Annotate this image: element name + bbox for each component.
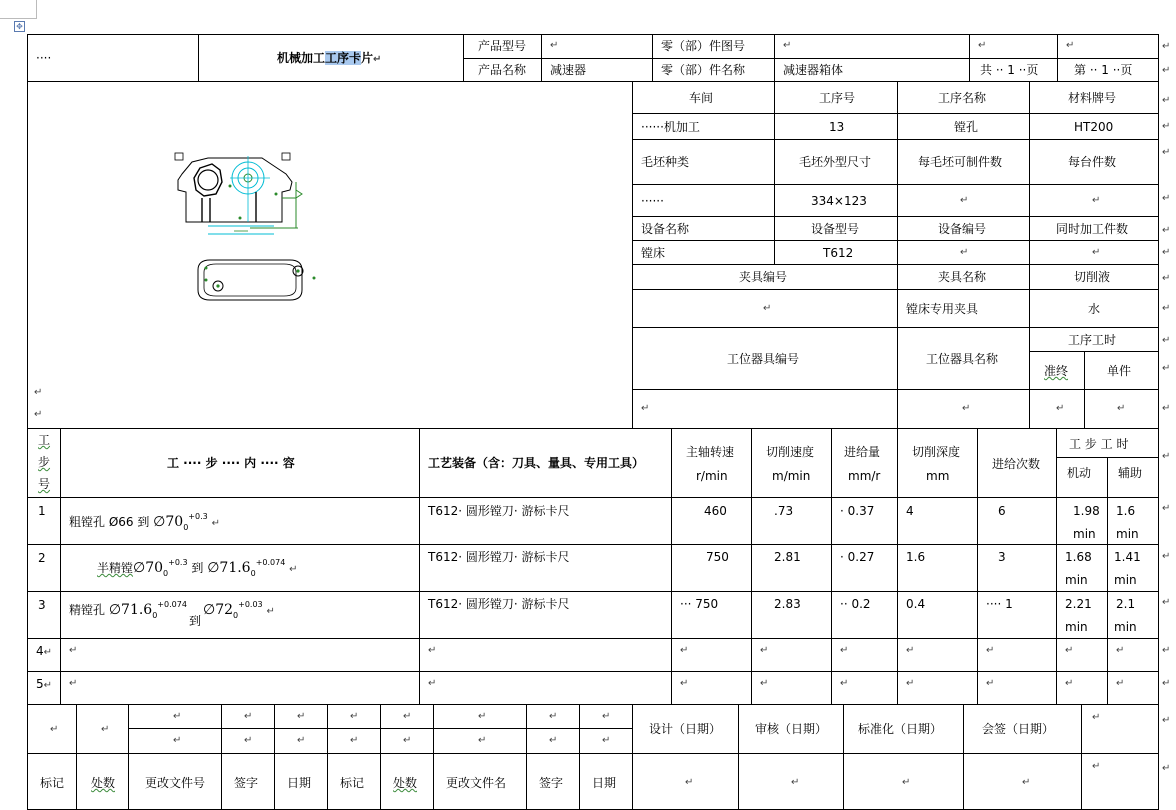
countersign-value-cell[interactable]: ↵ (963, 753, 1082, 810)
product-model-label-cell (463, 34, 542, 59)
blank-size-value-cell[interactable]: 334×123 (774, 184, 898, 217)
station-name-label-cell: 工位器具名称 (897, 327, 1030, 390)
simul-value-cell[interactable]: ↵ (1029, 240, 1159, 265)
aux-time-cell[interactable]: ↵ (1107, 638, 1159, 672)
footer-blank-cell[interactable]: ↵ (274, 728, 328, 754)
footer-blank-cell[interactable]: ↵ (76, 704, 129, 754)
spindle-header: 主轴转速 r/min (671, 428, 752, 498)
footer-blank-cell[interactable]: ↵ (526, 728, 580, 754)
standard-value-cell[interactable]: ↵ (843, 753, 964, 810)
machine-time-header: 机动 (1056, 457, 1108, 498)
passes-cell[interactable]: ↵ (977, 671, 1057, 705)
product-name-label: 产品名称 (478, 63, 527, 77)
blank-size-label-cell: 毛坯外型尺寸 (774, 139, 898, 185)
per-unit-label-cell: 每台件数 (1029, 139, 1159, 185)
step-content-cell[interactable]: ↵ (60, 671, 420, 705)
passes-cell[interactable]: ↵ (977, 638, 1057, 672)
equip-model-label-cell: 设备型号 (774, 216, 898, 241)
speed-cell[interactable]: ↵ (751, 671, 832, 705)
spindle-cell[interactable]: ↵ (671, 671, 752, 705)
product-name-label-cell (463, 58, 542, 82)
review-value-cell[interactable]: ↵ (738, 753, 844, 810)
fixture-name-label-cell: 夹具名称 (897, 264, 1030, 290)
step-no-cell: 5↵ (27, 671, 61, 705)
step-content-cell[interactable]: ↵ (60, 638, 420, 672)
machine-time-cell[interactable]: 1.98 min (1056, 497, 1108, 545)
footer-blank-cell[interactable]: ↵ (433, 728, 527, 754)
blank-type-value-cell[interactable]: ······ (632, 184, 775, 217)
passes-cell[interactable]: ···· 1 (977, 591, 1057, 639)
step-content-cell[interactable]: 半精镗$\emptyset 70_0^{+0.3}$ 到 $\emptyset 71.6_0^{+0.074}$ ↵ (60, 544, 420, 592)
footer-blank-cell[interactable]: ↵ (128, 704, 222, 729)
station-no-label-cell: 工位器具编号 (632, 327, 898, 390)
step-no-cell: 3 (27, 591, 61, 639)
diameter-symbol: ∅ (153, 514, 166, 530)
footer-blank-cell[interactable]: ↵ (579, 704, 633, 729)
countersign-label-cell: 会签（日期） (963, 704, 1082, 754)
step-content-header: 工 ···· 步 ···· 内 ···· 容 (60, 428, 420, 498)
step-no-cell: 4↵ (27, 638, 61, 672)
op-no-label-cell: 工序号 (774, 81, 898, 114)
diameter-symbol: ∅ (203, 602, 216, 618)
spindle-cell[interactable]: 460 (671, 497, 752, 545)
passes-cell[interactable]: 6 (977, 497, 1057, 545)
footer-blank-cell[interactable]: ↵ (526, 704, 580, 729)
coolant-label-cell: 切削液 (1029, 264, 1159, 290)
feed-cell[interactable]: · 0.37 (831, 497, 898, 545)
spindle-cell[interactable]: 750 (671, 544, 752, 592)
step-no-cell: 1 (27, 497, 61, 545)
footer-blank-cell[interactable]: ↵ (1081, 704, 1159, 754)
part-name-label-cell (652, 58, 775, 82)
card-title: 机械加工工序卡片↵ (277, 51, 382, 65)
speed-header: 切削速度 m/min (751, 428, 832, 498)
machine-time-cell[interactable]: 1.68 min (1056, 544, 1108, 592)
footer-blank-cell[interactable]: ↵ (380, 704, 434, 729)
product-name-value-cell[interactable] (541, 58, 653, 82)
design-value-cell[interactable]: ↵ (632, 753, 739, 810)
feed-header: 进给量 mm/r (831, 428, 898, 498)
equip-model-value-cell[interactable]: T612 (774, 240, 898, 265)
footer-blank-cell[interactable]: ↵ (433, 704, 527, 729)
step-no-cell: 2 (27, 544, 61, 592)
standard-label-cell: 标准化（日期） (843, 704, 964, 754)
footer-blank-cell[interactable]: ↵ (274, 704, 328, 729)
design-label-cell: 设计（日期） (632, 704, 739, 754)
footer-count-label: 处数 (380, 753, 434, 810)
title-cell (198, 34, 464, 82)
depth-cell[interactable]: 1.6 (897, 544, 978, 592)
footer-blank-cell[interactable]: ↵ (327, 704, 381, 729)
part-name-value: 减速器箱体 (783, 63, 844, 77)
header-dots: ···· (36, 51, 52, 65)
machine-time-cell[interactable]: ↵ (1056, 638, 1108, 672)
step-tool-cell[interactable]: ↵ (419, 638, 672, 672)
page-number-cell (1057, 58, 1159, 82)
footer-blank-cell[interactable]: ↵ (27, 704, 77, 754)
step-tool-cell[interactable]: T612· 圆形镗刀· 游标卡尺 (419, 544, 672, 592)
footer-date-label: 日期 (274, 753, 328, 810)
gearbox-housing-sketch (170, 150, 320, 325)
per-unit-value-cell[interactable]: ↵ (1029, 184, 1159, 217)
equipment-header: 工艺装备（含：刀具、量具、专用工具） (419, 428, 672, 498)
total-pages-cell (969, 58, 1058, 82)
speed-cell[interactable]: 2.81 (751, 544, 832, 592)
step-tool-cell[interactable]: T612· 圆形镗刀· 游标卡尺 (419, 497, 672, 545)
part-name-value-cell[interactable] (774, 58, 970, 82)
prep-time-label-cell: 准终 (1029, 351, 1085, 390)
speed-cell[interactable]: .73 (751, 497, 832, 545)
footer-mark-label: 标记 (27, 753, 77, 810)
step-hours-header: 工 步 工 时 (1056, 428, 1159, 458)
feed-cell[interactable]: · 0.27 (831, 544, 898, 592)
blank-header-cell-1[interactable]: ↵ (969, 34, 1058, 59)
step-no-header: 工 步 号 (27, 428, 61, 498)
simul-label-cell: 同时加工件数 (1029, 216, 1159, 241)
header-dots-cell (27, 34, 199, 82)
station-name-value-cell[interactable]: ↵ (897, 389, 1030, 429)
op-name-label-cell: 工序名称 (897, 81, 1030, 114)
station-no-value-cell[interactable]: ↵ (632, 389, 898, 429)
step-content-cell[interactable]: 精镗孔 $\emptyset 71.6_0^{+0.074}$ 到 $\emptyset 72_0^{+0.03}$ ↵ (60, 591, 420, 639)
part-no-value-cell[interactable]: ↵ (774, 34, 970, 59)
aux-time-cell[interactable]: ↵ (1107, 671, 1159, 705)
material-label-cell: 材料牌号 (1029, 81, 1159, 114)
step-tool-cell[interactable]: T612· 圆形镗刀· 游标卡尺 (419, 591, 672, 639)
unit-time-label-cell: 单件 (1084, 351, 1159, 390)
material-value-cell[interactable]: HT200 (1029, 113, 1159, 140)
diameter-symbol: ∅ (207, 560, 220, 576)
equip-no-label-cell: 设备编号 (897, 216, 1030, 241)
footer-blank-cell[interactable]: ↵ (221, 728, 275, 754)
blank-type-label-cell: 毛坯种类 (632, 139, 775, 185)
op-no-value-cell[interactable]: 13 (774, 113, 898, 140)
footer-date-label: 日期 (579, 753, 633, 810)
feed-cell[interactable]: ·· 0.2 (831, 591, 898, 639)
step-tool-cell[interactable]: ↵ (419, 671, 672, 705)
depth-header: 切削深度 mm (897, 428, 978, 498)
product-model-label: 产品型号 (478, 39, 527, 53)
per-blank-label-cell: 每毛坯可制件数 (897, 139, 1030, 185)
step-content-cell[interactable]: 粗镗孔 Ø66 到 $\emptyset 70_0^{+0.3}$ ↵ (60, 497, 420, 545)
passes-cell[interactable]: 3 (977, 544, 1057, 592)
coolant-value-cell[interactable]: 水 (1029, 289, 1159, 328)
fixture-name-value-cell[interactable]: 镗床专用夹具 (897, 289, 1030, 328)
prep-time-value-cell[interactable]: ↵ (1029, 389, 1085, 429)
depth-cell[interactable]: ↵ (897, 638, 978, 672)
depth-cell[interactable]: 4 (897, 497, 978, 545)
footer-blank-cell[interactable]: ↵ (327, 728, 381, 754)
footer-blank-cell[interactable]: ↵ (1081, 753, 1159, 810)
footer-mark-label: 标记 (327, 753, 381, 810)
aux-time-cell[interactable]: 2.1 min (1107, 591, 1159, 639)
feed-cell[interactable]: ↵ (831, 638, 898, 672)
diameter-symbol: ∅ (133, 560, 146, 576)
page-corner-mark (0, 0, 37, 19)
machine-time-cell[interactable]: ↵ (1056, 671, 1108, 705)
aux-time-cell[interactable]: 1.41 min (1107, 544, 1159, 592)
aux-time-cell[interactable]: 1.6 min (1107, 497, 1159, 545)
spindle-cell[interactable]: ··· 750 (671, 591, 752, 639)
part-no-label-cell (652, 34, 775, 59)
fixture-no-value-cell[interactable]: ↵ (632, 289, 898, 328)
equip-name-label-cell: 设备名称 (632, 216, 775, 241)
fixture-no-label-cell: 夹具编号 (632, 264, 898, 290)
passes-header: 进给次数 (977, 428, 1057, 498)
blank-header-cell-2[interactable]: ↵ (1057, 34, 1159, 59)
product-model-value-cell[interactable]: ↵ (541, 34, 653, 59)
diameter-symbol: ∅ (108, 602, 122, 618)
part-no-label: 零（部）件图号 (661, 39, 746, 53)
op-time-label-cell: 工序工时 (1029, 327, 1159, 352)
footer-change-doc-no-label: 更改文件号 (128, 753, 222, 810)
footer-blank-cell[interactable]: ↵ (128, 728, 222, 754)
product-name-value: 减速器 (550, 63, 587, 77)
footer-blank-cell[interactable]: ↵ (221, 704, 275, 729)
speed-cell[interactable]: 2.83 (751, 591, 832, 639)
speed-cell[interactable]: ↵ (751, 638, 832, 672)
unit-time-value-cell[interactable]: ↵ (1084, 389, 1159, 429)
op-name-value-cell[interactable]: 镗孔 (897, 113, 1030, 140)
footer-signature-label: 签字 (526, 753, 580, 810)
review-label-cell: 审核（日期） (738, 704, 844, 754)
spindle-cell[interactable]: ↵ (671, 638, 752, 672)
process-sketch-area: ↵ ↵ (27, 81, 633, 429)
workshop-value-cell[interactable]: ······机加工 (632, 113, 775, 140)
part-name-label: 零（部）件名称 (661, 63, 746, 77)
table-move-handle-icon[interactable]: ✥ (14, 21, 25, 32)
machine-time-cell[interactable]: 2.21 min (1056, 591, 1108, 639)
feed-cell[interactable]: ↵ (831, 671, 898, 705)
workshop-label-cell: 车间 (632, 81, 775, 114)
depth-cell[interactable]: 0.4 (897, 591, 978, 639)
footer-blank-cell[interactable]: ↵ (380, 728, 434, 754)
equip-no-value-cell[interactable]: ↵ (897, 240, 1030, 265)
equip-name-value-cell[interactable]: 镗床 (632, 240, 775, 265)
footer-signature-label: 签字 (221, 753, 275, 810)
footer-blank-cell[interactable]: ↵ (579, 728, 633, 754)
depth-cell[interactable]: ↵ (897, 671, 978, 705)
total-pages: 共 ·· 1 ··页 (980, 63, 1039, 77)
aux-time-header: 辅助 (1107, 457, 1159, 498)
per-blank-value-cell[interactable]: ↵ (897, 184, 1030, 217)
footer-count-label: 处数 (76, 753, 129, 810)
row-end-marks: ↵ ↵ ↵ ↵ ↵ ↵ ↵ ↵ ↵ ↵ ↵ ↵ ↵ ↵ ↵ ↵ ↵ ↵ ↵ ↵ ↵ (1162, 41, 1171, 774)
footer-change-doc-name-label: 更改文件名 (433, 753, 527, 810)
page-number: 第 ·· 1 ··页 (1074, 63, 1133, 77)
